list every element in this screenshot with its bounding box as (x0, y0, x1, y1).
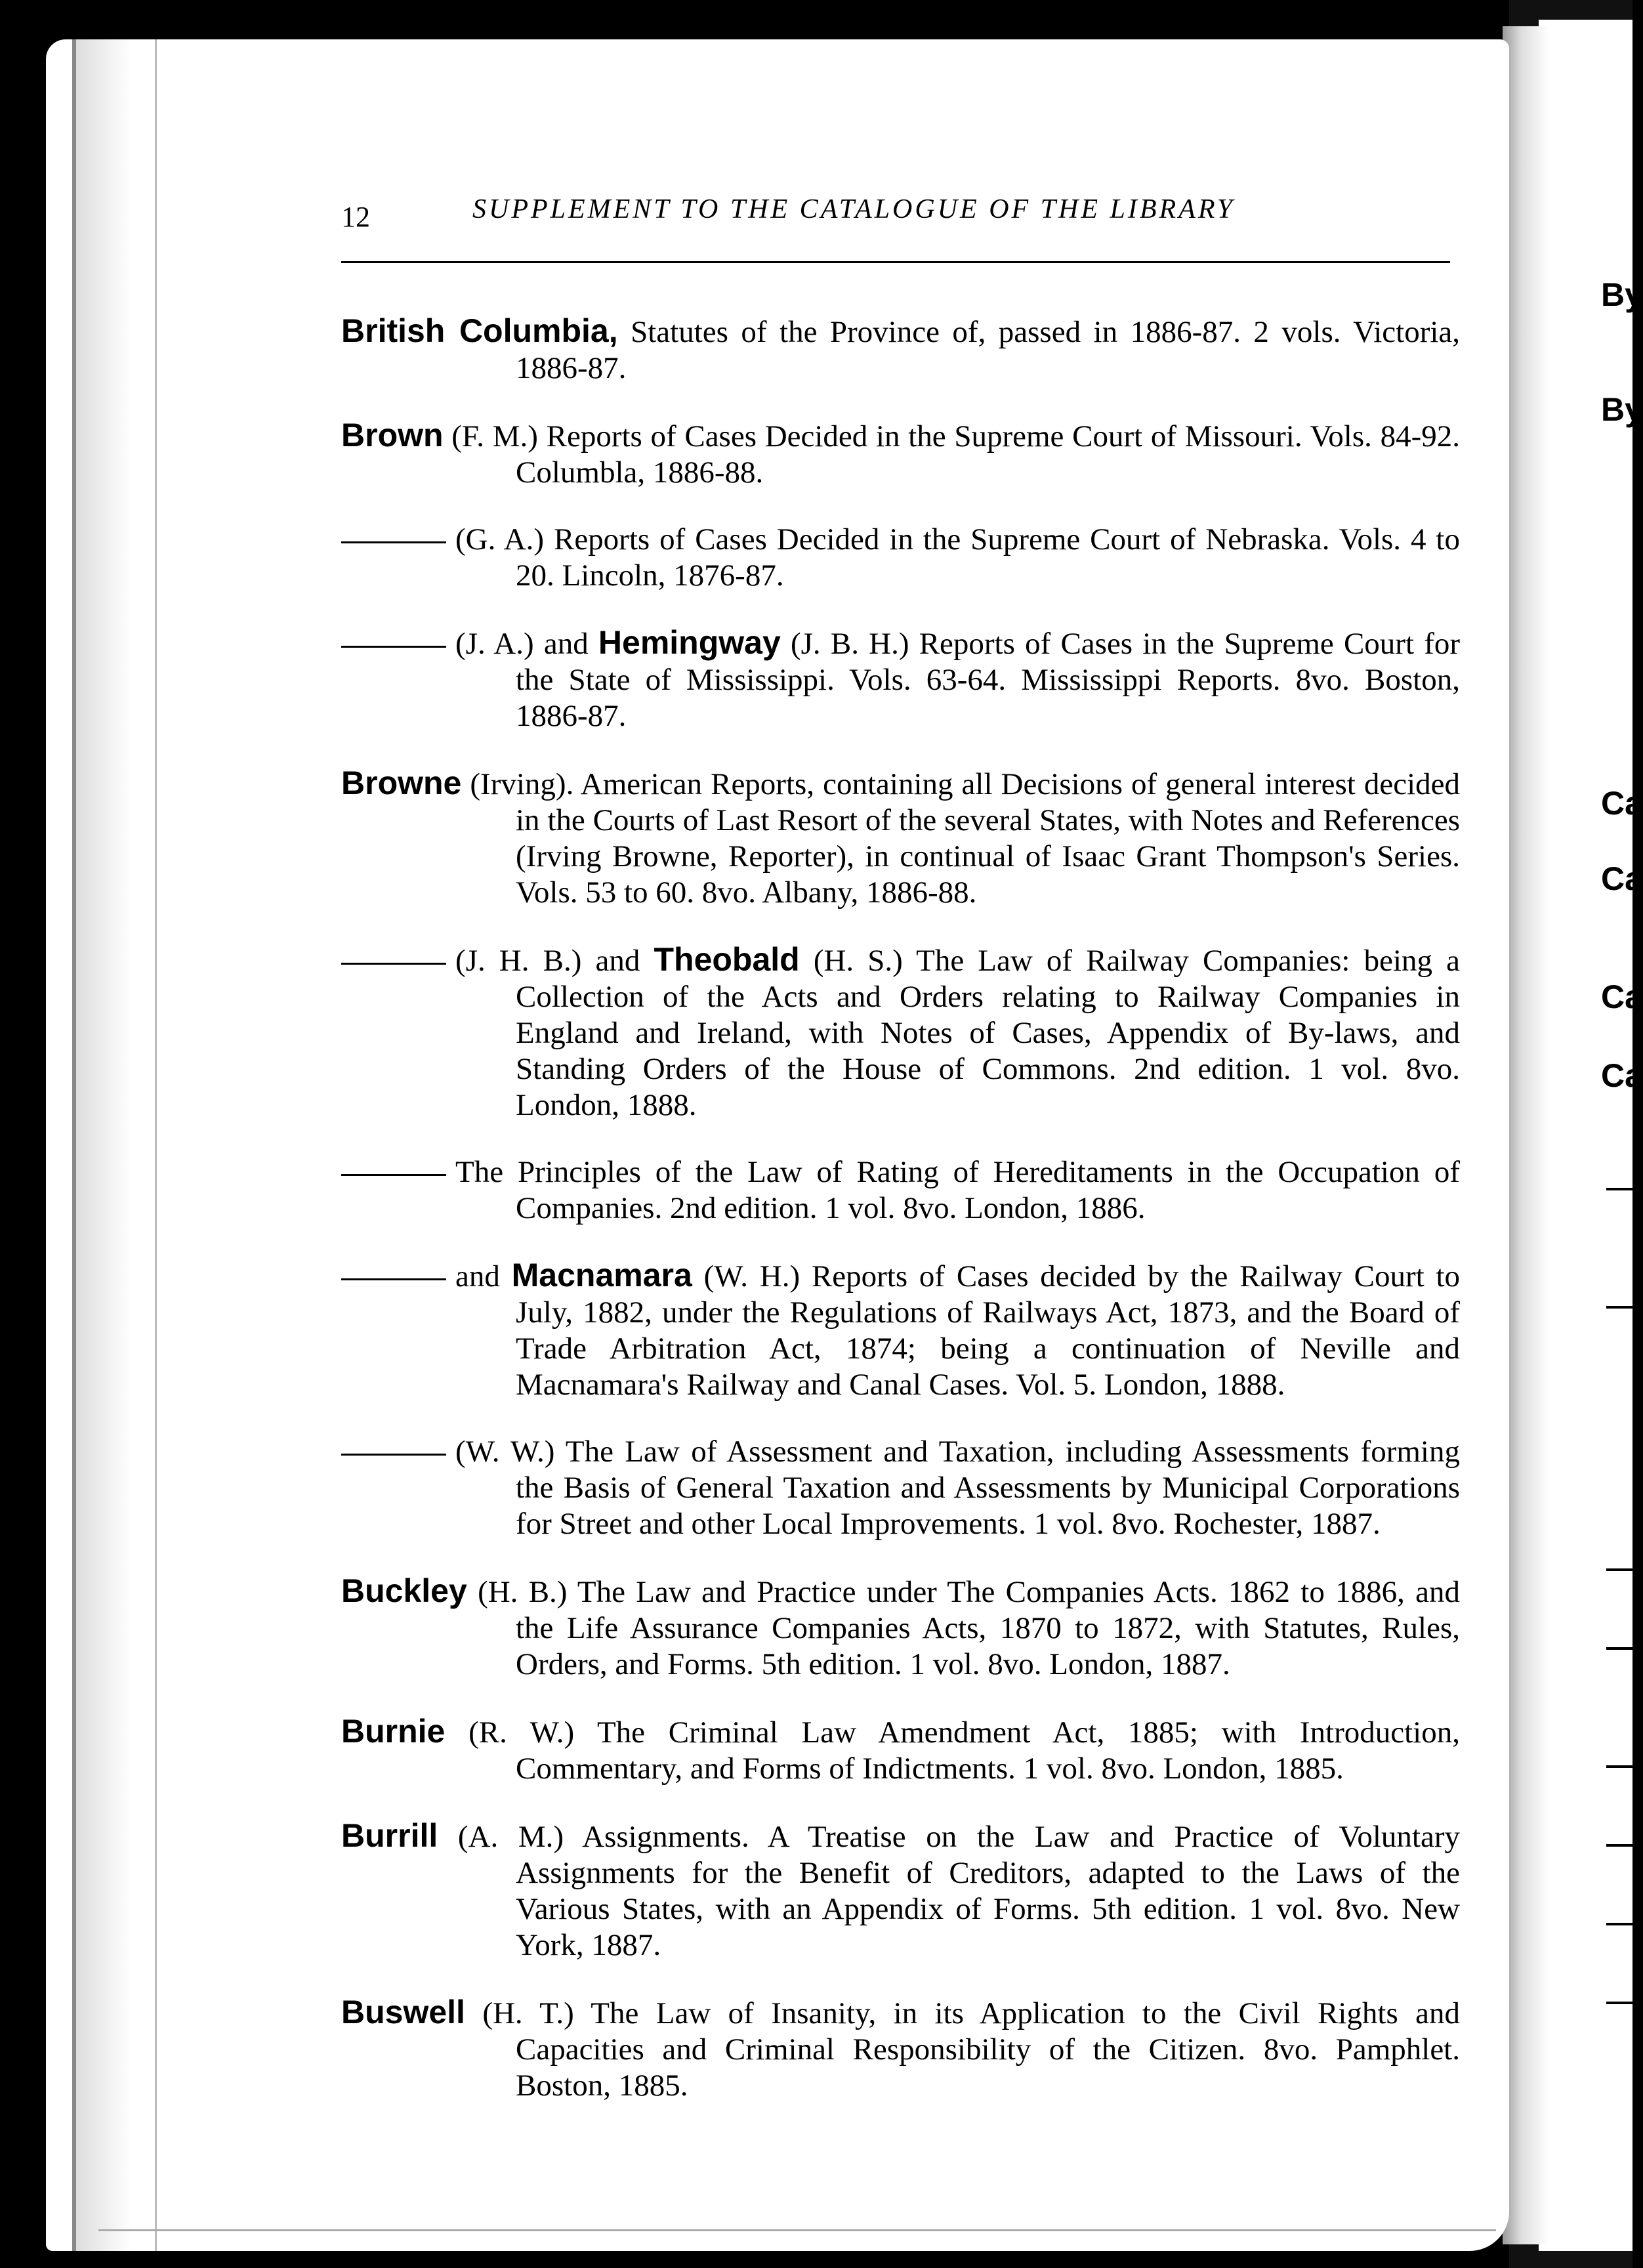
catalogue-entry (341, 1994, 1460, 2104)
ditto-dash (341, 963, 446, 965)
facing-page-dash (1606, 1306, 1636, 1309)
entry-text: (A. M.) Assignments. A Treatise on the Law and Practice of Voluntary Assignments for the Benefit of Creditors, adapted to the Laws of the Various States, with an Appendix of Forms. 5th edition. 1 vol. 8vo. New York, 1887. (457, 1820, 1460, 1962)
entry-text: (H. T.) The Law of Insanity, in its Application to the Civil Rights and Capacities and Criminal Responsibility of the Citizen. 8vo. Pamphlet. Boston, 1885. (482, 1996, 1460, 2103)
entry-author: Browne (341, 765, 462, 801)
catalogue-entry (341, 417, 1460, 491)
page-header (341, 194, 1457, 246)
entry-prefix: and (455, 1259, 500, 1293)
entry-text: (G. A.) Reports of Cases Decided in the Supreme Court of Nebraska. Vols. 4 to 20. Lincoln, 1876-87. (455, 522, 1460, 593)
entry-author: British Columbia, (341, 312, 618, 349)
facing-page-dash (1606, 1765, 1636, 1768)
facing-page-letter: By (1601, 391, 1643, 428)
facing-page-letter: Ca (1601, 978, 1643, 1015)
facing-page-dash (1606, 2002, 1636, 2004)
catalogue-entry (341, 522, 1460, 594)
ditto-dash (341, 541, 446, 543)
page-edge-bottom (98, 2229, 1496, 2251)
entry-author: Burrill (341, 1817, 438, 1854)
entry-author: Buckley (341, 1572, 467, 1609)
entry-prefix: (J. A.) and (455, 627, 589, 661)
facing-page-dash (1606, 1844, 1636, 1847)
entry-coauthor: Hemingway (598, 624, 781, 661)
catalogue-entry (341, 1713, 1460, 1787)
entry-text: (W. H.) Reports of Cases decided by the Railway Court to July, 1882, under the Regulations of Railways Act, 1873, and the Board of Trade Arbitration Act, 1874; being a continuation of Neville and Macnamara's Railway and Canal Cases. Vol. 5. London, 1888. (516, 1259, 1461, 1402)
facing-page-dash (1606, 1568, 1636, 1571)
entry-author: Buswell (341, 1994, 465, 2030)
entry-prefix: (J. H. B.) and (455, 944, 640, 978)
catalogue-entry (341, 1573, 1460, 1683)
facing-page-letter: Ca (1601, 1057, 1643, 1094)
ditto-dash (341, 1278, 446, 1280)
entry-text: (H. B.) The Law and Practice under The Companies Acts. 1862 to 1886, and the Life Assurance Companies Acts, 1870 to 1872, with Statutes, Rules, Orders, and Forms. 5th edition. 1 vol. 8vo. London, 1887. (478, 1575, 1461, 1681)
catalogue-entry (341, 625, 1460, 734)
catalogue-entry (341, 942, 1460, 1124)
entry-text: (J. B. H.) Reports of Cases in the Supreme Court for the State of Mississippi. Vols. 63-64. Mississippi Reports. 8vo. Boston, 1886-87. (516, 627, 1460, 733)
entry-text: (F. M.) Reports of Cases Decided in the Supreme Court of Missouri. Vols. 84-92. Columbla, 1886-88. (451, 419, 1461, 490)
catalogue-entry (341, 1257, 1460, 1403)
page-number: 12 (341, 201, 370, 233)
book-gutter (1503, 26, 1549, 2244)
ditto-dash (341, 1454, 446, 1456)
facing-page-letter: Ca (1601, 860, 1643, 897)
entry-author: Brown (341, 417, 444, 453)
catalogue-entry (341, 765, 1460, 911)
running-head: SUPPLEMENT TO THE CATALOGUE OF THE LIBRARY (472, 194, 1236, 224)
entry-text: (R. W.) The Criminal Law Amendment Act, 1885; with Introduction, Commentary, and Forms of Indictments. 1 vol. 8vo. London, 1885. (468, 1715, 1460, 1786)
facing-page-dash (1606, 1923, 1636, 1925)
catalogue-entries (341, 282, 1460, 2110)
entry-text: (H. S.) The Law of Railway Companies: being a Collection of the Acts and Orders relating to Railway Companies in England and Ireland, with Notes of Cases, Appendix of By-laws, and Standing Orders of the House of Commons. 2nd edition. 1 vol. 8vo. London, 1888. (516, 944, 1461, 1122)
ditto-dash (341, 646, 446, 648)
entry-author: Burnie (341, 1713, 446, 1750)
header-rule (341, 261, 1450, 263)
entry-text: (W. W.) The Law of Assessment and Taxation, including Assessments forming the Basis of General Taxation and Assessments by Municipal Corporations for Street and other Local Improvements. 1 vol. 8vo. Rochester, 1887. (455, 1435, 1460, 1541)
ditto-dash (341, 1174, 446, 1176)
catalogue-entry (341, 1818, 1460, 1964)
facing-page-letter: Ca (1601, 785, 1643, 822)
catalogue-entry (341, 1434, 1460, 1542)
entry-text: Statutes of the Province of, passed in 1886-87. 2 vols. Victoria, 1886-87. (516, 315, 1461, 385)
facing-page-dash (1606, 1647, 1636, 1650)
entry-text: (Irving). American Reports, containing all Decisions of general interest decided in the Courts of Last Resort of the several States, with Notes and References (Irving Browne, Reporter), in continual of Isaac Grant Thompson's Series. Vols. 53 to 60. 8vo. Albany, 1886-88. (470, 767, 1460, 910)
catalogue-entry (341, 313, 1460, 387)
facing-page-dash (1606, 1188, 1636, 1190)
facing-page (1539, 20, 1633, 2251)
page-edge-stack (72, 39, 157, 2251)
entry-coauthor: Theobald (654, 941, 800, 978)
entry-coauthor: Macnamara (511, 1257, 692, 1293)
catalogue-entry (341, 1154, 1460, 1227)
facing-page-letter: By (1601, 276, 1643, 313)
entry-text: The Principles of the Law of Rating of Hereditaments in the Occupation of Companies. 2nd edition. 1 vol. 8vo. London, 1886. (455, 1155, 1460, 1225)
